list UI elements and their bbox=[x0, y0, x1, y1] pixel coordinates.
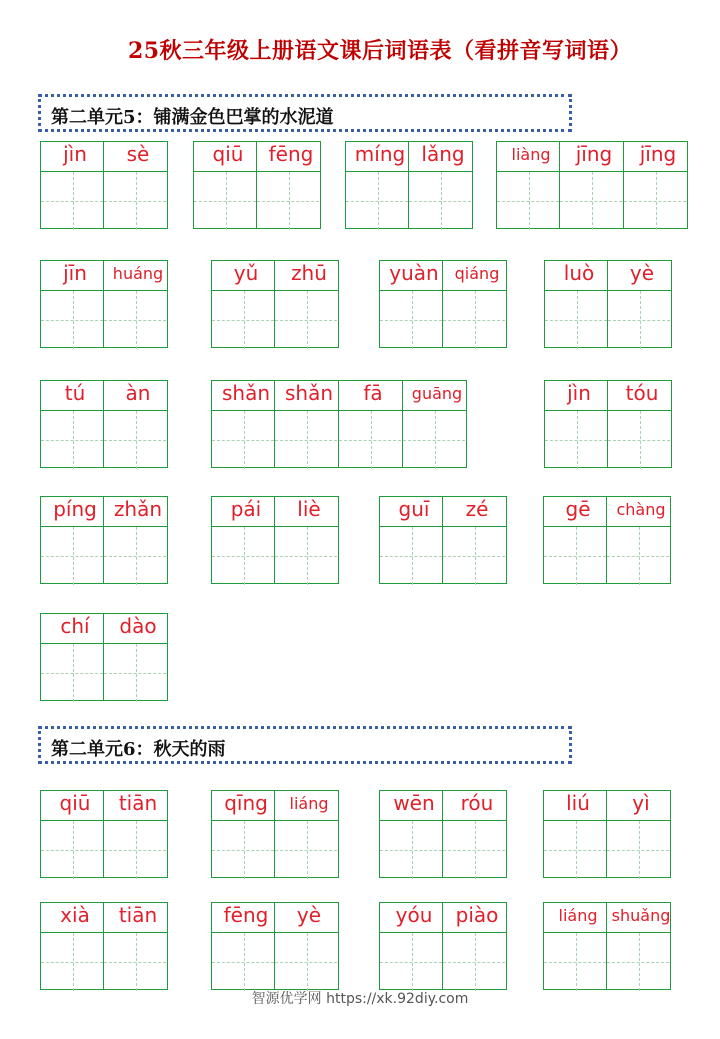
guide-line-horizontal bbox=[275, 556, 337, 557]
pinyin-row bbox=[41, 791, 105, 821]
pinyin-syllable: shǎn bbox=[284, 381, 334, 405]
writing-cell[interactable] bbox=[211, 790, 275, 878]
guide-line-horizontal bbox=[104, 556, 166, 557]
writing-cell[interactable] bbox=[496, 141, 560, 229]
pinyin-row bbox=[104, 614, 168, 644]
footer-watermark: 智源优学网 https://xk.92diy.com bbox=[251, 991, 469, 1007]
guide-line-horizontal bbox=[380, 962, 442, 963]
guide-line-horizontal bbox=[257, 201, 319, 202]
guide-line-horizontal bbox=[608, 440, 670, 441]
guide-line-horizontal bbox=[41, 673, 103, 674]
writing-cell[interactable] bbox=[104, 790, 168, 878]
pinyin-row bbox=[41, 261, 105, 291]
writing-cell[interactable] bbox=[443, 260, 507, 348]
guide-line-horizontal bbox=[443, 320, 505, 321]
pinyin-row bbox=[41, 381, 105, 411]
page-title: 25秋三年级上册语文课后词语表（看拼音写词语） bbox=[127, 38, 633, 64]
guide-line-horizontal bbox=[607, 556, 669, 557]
writing-cell[interactable] bbox=[275, 790, 339, 878]
writing-cell[interactable] bbox=[275, 380, 339, 468]
pinyin-row bbox=[257, 142, 321, 172]
guide-line-horizontal bbox=[607, 962, 669, 963]
pinyin-syllable: yǔ bbox=[233, 261, 259, 285]
pinyin-syllable: guī bbox=[398, 497, 430, 521]
guide-line-horizontal bbox=[212, 850, 274, 851]
guide-line-horizontal bbox=[497, 201, 559, 202]
pinyin-syllable: zé bbox=[465, 497, 489, 521]
guide-line-horizontal bbox=[339, 440, 401, 441]
guide-line-horizontal bbox=[443, 850, 505, 851]
pinyin-syllable: liè bbox=[297, 497, 321, 521]
guide-line-horizontal bbox=[275, 850, 337, 851]
guide-line-horizontal bbox=[104, 850, 166, 851]
writing-cell[interactable] bbox=[607, 902, 671, 990]
pinyin-syllable: wēn bbox=[393, 791, 435, 815]
pinyin-syllable: fēng bbox=[223, 903, 269, 927]
pinyin-syllable: liáng bbox=[289, 794, 329, 813]
guide-line-horizontal bbox=[624, 201, 686, 202]
pinyin-syllable: yì bbox=[632, 791, 650, 815]
writing-cell[interactable] bbox=[443, 496, 507, 584]
guide-line-horizontal bbox=[545, 320, 607, 321]
guide-line-horizontal bbox=[104, 673, 166, 674]
pinyin-row bbox=[212, 261, 276, 291]
pinyin-row bbox=[497, 142, 561, 172]
writing-cell[interactable] bbox=[40, 260, 104, 348]
pinyin-row bbox=[545, 381, 609, 411]
guide-line-horizontal bbox=[409, 201, 471, 202]
writing-cell[interactable] bbox=[211, 496, 275, 584]
pinyin-syllable: pái bbox=[230, 497, 262, 521]
pinyin-row bbox=[608, 381, 672, 411]
pinyin-syllable: yuàn bbox=[389, 261, 439, 285]
pinyin-row bbox=[275, 261, 339, 291]
guide-line-horizontal bbox=[41, 850, 103, 851]
guide-line-horizontal bbox=[545, 440, 607, 441]
guide-line-horizontal bbox=[104, 320, 166, 321]
guide-line-horizontal bbox=[607, 850, 669, 851]
writing-cell[interactable] bbox=[560, 141, 624, 229]
guide-line-horizontal bbox=[41, 320, 103, 321]
pinyin-syllable: lǎng bbox=[421, 142, 465, 166]
pinyin-row bbox=[339, 381, 403, 411]
pinyin-syllable: jīng bbox=[575, 142, 613, 166]
pinyin-syllable: fēng bbox=[268, 142, 314, 166]
writing-cell[interactable] bbox=[624, 141, 688, 229]
writing-cell[interactable] bbox=[40, 613, 104, 701]
pinyin-syllable: tiān bbox=[118, 903, 158, 927]
writing-cell[interactable] bbox=[193, 141, 257, 229]
pinyin-row bbox=[275, 497, 339, 527]
pinyin-syllable: liú bbox=[566, 791, 590, 815]
guide-line-horizontal bbox=[212, 320, 274, 321]
writing-cell[interactable] bbox=[543, 902, 607, 990]
pinyin-syllable: liàng bbox=[511, 145, 551, 164]
writing-cell[interactable] bbox=[40, 790, 104, 878]
writing-cell[interactable] bbox=[608, 260, 672, 348]
pinyin-syllable: huáng bbox=[112, 264, 164, 283]
pinyin-row bbox=[409, 142, 473, 172]
guide-line-horizontal bbox=[104, 440, 166, 441]
guide-line-horizontal bbox=[41, 556, 103, 557]
pinyin-row bbox=[544, 791, 608, 821]
pinyin-syllable: yè bbox=[296, 903, 322, 927]
guide-line-horizontal bbox=[560, 201, 622, 202]
pinyin-syllable: àn bbox=[125, 381, 151, 405]
pinyin-row bbox=[607, 791, 671, 821]
pinyin-row bbox=[104, 791, 168, 821]
guide-line-horizontal bbox=[544, 850, 606, 851]
pinyin-syllable: xià bbox=[60, 903, 90, 927]
pinyin-syllable: yóu bbox=[395, 903, 433, 927]
guide-line-horizontal bbox=[41, 440, 103, 441]
writing-cell[interactable] bbox=[104, 260, 168, 348]
guide-line-horizontal bbox=[608, 320, 670, 321]
pinyin-row bbox=[443, 791, 507, 821]
pinyin-row bbox=[104, 261, 168, 291]
writing-cell[interactable] bbox=[544, 380, 608, 468]
pinyin-syllable: tóu bbox=[625, 381, 659, 405]
writing-cell[interactable] bbox=[345, 141, 409, 229]
pinyin-syllable: shǎn bbox=[221, 381, 271, 405]
pinyin-syllable: qiū bbox=[59, 791, 91, 815]
writing-cell[interactable] bbox=[211, 260, 275, 348]
pinyin-row bbox=[104, 903, 168, 933]
pinyin-syllable: sè bbox=[126, 142, 150, 166]
guide-line-horizontal bbox=[443, 962, 505, 963]
guide-line-horizontal bbox=[194, 201, 256, 202]
writing-cell[interactable] bbox=[211, 902, 275, 990]
pinyin-row bbox=[212, 497, 276, 527]
pinyin-row bbox=[104, 381, 168, 411]
pinyin-row bbox=[443, 261, 507, 291]
pinyin-syllable: dào bbox=[119, 614, 157, 638]
pinyin-row bbox=[41, 497, 105, 527]
pinyin-syllable: fā bbox=[363, 381, 383, 405]
writing-cell[interactable] bbox=[607, 496, 671, 584]
pinyin-syllable: piào bbox=[455, 903, 499, 927]
writing-cell[interactable] bbox=[608, 380, 672, 468]
writing-cell[interactable] bbox=[104, 496, 168, 584]
pinyin-row bbox=[212, 903, 276, 933]
guide-line-horizontal bbox=[275, 320, 337, 321]
guide-line-horizontal bbox=[41, 201, 103, 202]
writing-cell[interactable] bbox=[379, 496, 443, 584]
pinyin-row bbox=[380, 903, 444, 933]
writing-cell[interactable] bbox=[543, 790, 607, 878]
writing-cell[interactable] bbox=[257, 141, 321, 229]
pinyin-syllable: jīng bbox=[639, 142, 677, 166]
pinyin-row bbox=[608, 261, 672, 291]
writing-cell[interactable] bbox=[443, 902, 507, 990]
writing-cell[interactable] bbox=[211, 380, 275, 468]
pinyin-syllable: zhǎn bbox=[113, 497, 163, 521]
pinyin-row bbox=[104, 497, 168, 527]
guide-line-horizontal bbox=[380, 320, 442, 321]
pinyin-syllable: liáng bbox=[558, 906, 598, 925]
pinyin-syllable: chí bbox=[60, 614, 90, 638]
writing-cell[interactable] bbox=[339, 380, 403, 468]
writing-cell[interactable] bbox=[443, 790, 507, 878]
pinyin-row bbox=[380, 791, 444, 821]
pinyin-syllable: tiān bbox=[118, 791, 158, 815]
pinyin-syllable: jìn bbox=[567, 381, 591, 405]
writing-cell[interactable] bbox=[409, 141, 473, 229]
pinyin-row bbox=[380, 261, 444, 291]
guide-line-horizontal bbox=[41, 962, 103, 963]
pinyin-row bbox=[607, 497, 671, 527]
guide-line-horizontal bbox=[443, 556, 505, 557]
writing-cell[interactable] bbox=[544, 260, 608, 348]
guide-line-horizontal bbox=[544, 556, 606, 557]
pinyin-row bbox=[607, 903, 671, 933]
pinyin-row bbox=[380, 497, 444, 527]
writing-cell[interactable] bbox=[104, 613, 168, 701]
pinyin-syllable: gē bbox=[565, 497, 591, 521]
guide-line-horizontal bbox=[403, 440, 465, 441]
pinyin-row bbox=[443, 497, 507, 527]
guide-line-horizontal bbox=[544, 962, 606, 963]
pinyin-row bbox=[104, 142, 168, 172]
writing-cell[interactable] bbox=[40, 380, 104, 468]
pinyin-row bbox=[275, 791, 339, 821]
pinyin-syllable: míng bbox=[354, 142, 406, 166]
pinyin-row bbox=[544, 497, 608, 527]
pinyin-row bbox=[212, 381, 276, 411]
writing-cell[interactable] bbox=[379, 902, 443, 990]
guide-line-horizontal bbox=[380, 556, 442, 557]
pinyin-syllable: róu bbox=[460, 791, 494, 815]
writing-cell[interactable] bbox=[275, 496, 339, 584]
pinyin-syllable: shuǎng bbox=[611, 906, 671, 925]
writing-cell[interactable] bbox=[40, 496, 104, 584]
writing-cell[interactable] bbox=[607, 790, 671, 878]
guide-line-horizontal bbox=[275, 962, 337, 963]
writing-cell[interactable] bbox=[40, 141, 104, 229]
writing-cell[interactable] bbox=[379, 260, 443, 348]
pinyin-syllable: píng bbox=[53, 497, 97, 521]
pinyin-syllable: luò bbox=[563, 261, 595, 285]
writing-cell[interactable] bbox=[379, 790, 443, 878]
pinyin-syllable: qīng bbox=[224, 791, 268, 815]
pinyin-row bbox=[624, 142, 688, 172]
guide-line-horizontal bbox=[380, 850, 442, 851]
guide-line-horizontal bbox=[104, 962, 166, 963]
guide-line-horizontal bbox=[212, 440, 274, 441]
pinyin-row bbox=[560, 142, 624, 172]
guide-line-horizontal bbox=[346, 201, 408, 202]
pinyin-syllable: qiáng bbox=[454, 264, 500, 283]
pinyin-row bbox=[41, 903, 105, 933]
pinyin-syllable: guāng bbox=[411, 384, 463, 403]
pinyin-row bbox=[275, 903, 339, 933]
guide-line-horizontal bbox=[212, 962, 274, 963]
writing-cell[interactable] bbox=[104, 380, 168, 468]
pinyin-row bbox=[403, 381, 467, 411]
pinyin-syllable: jìn bbox=[63, 142, 87, 166]
writing-cell[interactable] bbox=[403, 380, 467, 468]
pinyin-syllable: zhū bbox=[291, 261, 327, 285]
writing-cell[interactable] bbox=[104, 902, 168, 990]
guide-line-horizontal bbox=[275, 440, 337, 441]
pinyin-row bbox=[194, 142, 258, 172]
writing-cell[interactable] bbox=[275, 902, 339, 990]
pinyin-row bbox=[275, 381, 339, 411]
pinyin-row bbox=[545, 261, 609, 291]
pinyin-syllable: chàng bbox=[616, 500, 666, 519]
writing-cell[interactable] bbox=[543, 496, 607, 584]
pinyin-syllable: yè bbox=[629, 261, 655, 285]
writing-cell[interactable] bbox=[40, 902, 104, 990]
pinyin-row bbox=[443, 903, 507, 933]
writing-cell[interactable] bbox=[275, 260, 339, 348]
pinyin-row bbox=[41, 142, 105, 172]
pinyin-syllable: qiū bbox=[212, 142, 244, 166]
section-header: 第二单元6：秋天的雨 bbox=[38, 726, 572, 764]
section-header: 第二单元5：铺满金色巴掌的水泥道 bbox=[38, 94, 572, 132]
guide-line-horizontal bbox=[212, 556, 274, 557]
pinyin-row bbox=[346, 142, 410, 172]
writing-cell[interactable] bbox=[104, 141, 168, 229]
pinyin-syllable: jīn bbox=[63, 261, 87, 285]
pinyin-row bbox=[212, 791, 276, 821]
pinyin-row bbox=[41, 614, 105, 644]
guide-line-horizontal bbox=[104, 201, 166, 202]
pinyin-row bbox=[544, 903, 608, 933]
pinyin-syllable: tú bbox=[64, 381, 86, 405]
